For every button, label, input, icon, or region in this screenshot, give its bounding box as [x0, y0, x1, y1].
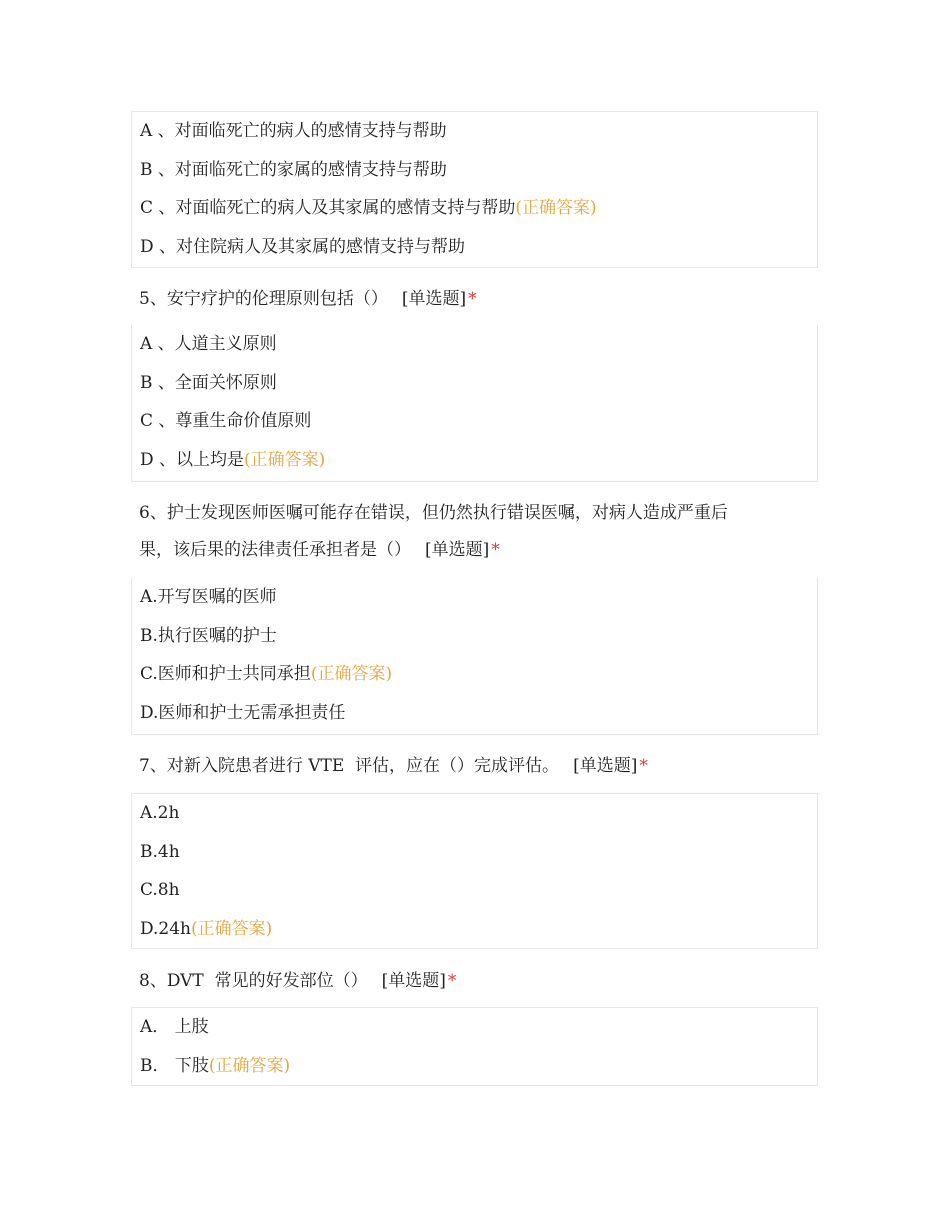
q5-question: 5、安宁疗护的伦理原则包括（） [单选题] *: [139, 289, 477, 309]
question-type: [单选题]: [401, 289, 467, 309]
required-star-icon: *: [447, 971, 457, 991]
required-star-icon: *: [468, 289, 477, 309]
q6-option-b: B.执行医嘱的护士: [140, 625, 277, 646]
q4-options-box: [131, 111, 818, 268]
correct-answer-tag: (正确答案): [515, 198, 597, 219]
q4-option-a: A 、对面临死亡的病人的感情支持与帮助: [140, 121, 447, 141]
q8-options-box: [131, 1007, 818, 1086]
q6-question-line1: 6、护士发现医师医嘱可能存在错误，但仍然执行错误医嘱，对病人造成严重后: [139, 503, 728, 523]
q5-options-box: [131, 325, 818, 482]
q7-option-b: B.4h: [140, 841, 180, 862]
correct-answer-tag: (正确答案): [208, 1055, 291, 1076]
q5-option-c: C 、尊重生命价值原则: [140, 411, 312, 432]
q7-option-d: D.24h(正确答案): [140, 918, 273, 939]
q6-question: [139, 495, 809, 569]
q6-option-d: D.医师和护士无需承担责任: [140, 702, 346, 723]
q6-option-a: A.开写医嘱的医师: [140, 587, 277, 607]
q5-option-b: B 、全面关怀原则: [140, 372, 277, 393]
q7-option-a: A.2h: [140, 803, 180, 823]
q6-options-box: [131, 578, 818, 735]
q4-option-c: C 、对面临死亡的病人及其家属的感情支持与帮助(正确答案): [140, 198, 597, 219]
q7-question: 7、对新入院患者进行 VTE 评估，应在（）完成评估。 [单选题] *: [139, 756, 648, 776]
q7-option-c: C.8h: [140, 880, 180, 901]
q4-option-b: B 、对面临死亡的家属的感情支持与帮助: [140, 159, 447, 180]
required-star-icon: *: [491, 540, 500, 560]
q4-option-d: D 、对住院病人及其家属的感情支持与帮助: [140, 236, 466, 257]
required-star-icon: *: [639, 756, 648, 776]
q7-options-box: [131, 793, 818, 949]
q5-option-d: D 、以上均是(正确答案): [140, 449, 326, 470]
correct-answer-tag: (正确答案): [310, 664, 393, 685]
q8-option-b: B． 下肢(正确答案): [140, 1055, 291, 1076]
q6-question-line2: 果，该后果的法律责任承担者是（）: [139, 540, 411, 560]
q8-option-a: A． 上肢: [140, 1017, 209, 1037]
q8-question: 8、DVT 常见的好发部位（） [单选题] *: [139, 971, 457, 991]
q5-option-a: A 、人道主义原则: [140, 334, 277, 354]
q6-option-c: C.医师和护士共同承担(正确答案): [140, 664, 393, 685]
question-type: [单选题]: [573, 756, 638, 776]
question-type: [单选题]: [425, 540, 490, 560]
correct-answer-tag: (正确答案): [191, 918, 273, 939]
question-type: [单选题]: [381, 971, 446, 991]
correct-answer-tag: (正确答案): [244, 449, 326, 470]
